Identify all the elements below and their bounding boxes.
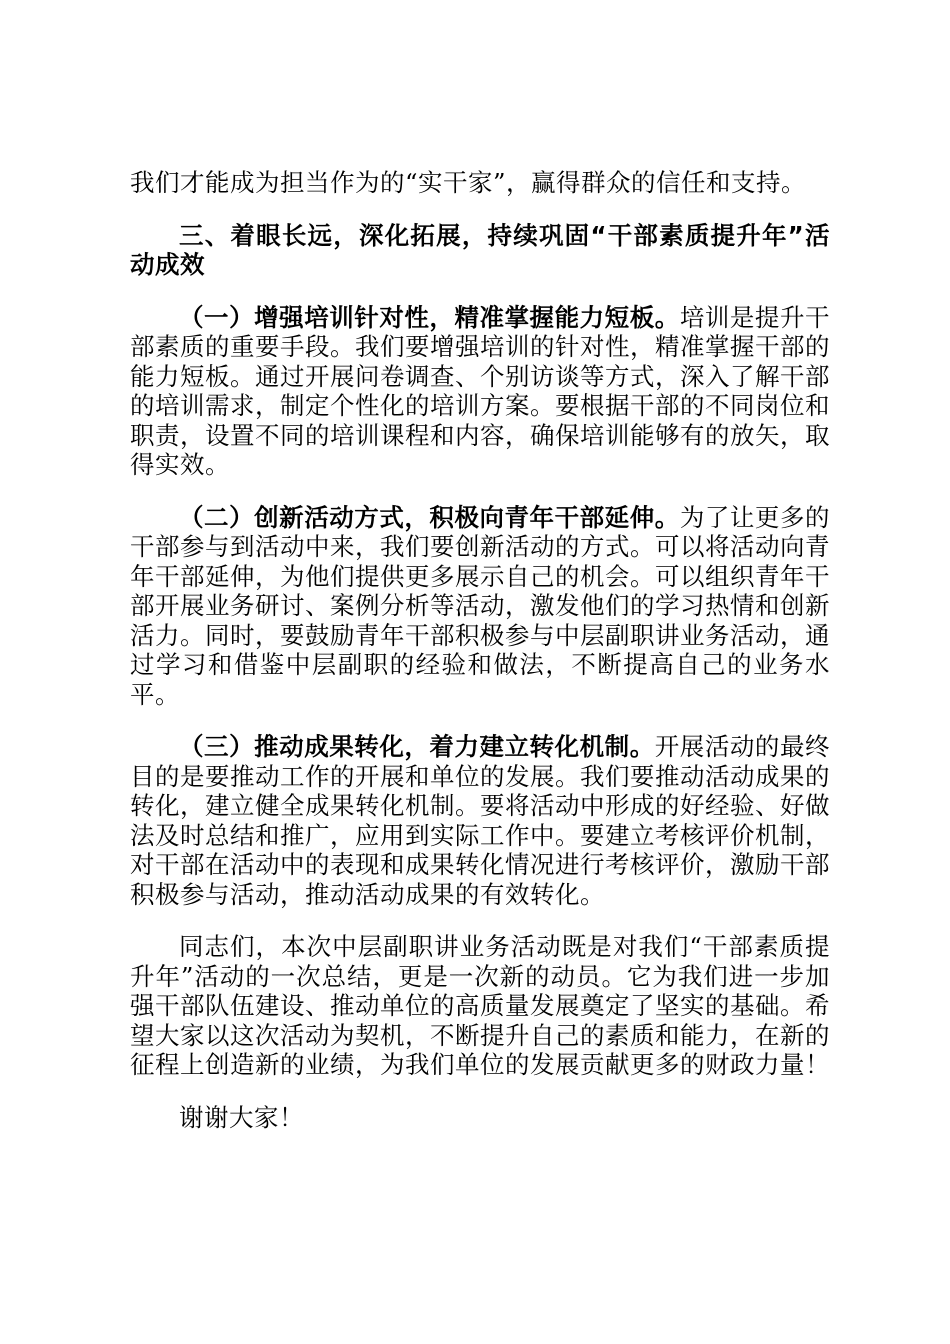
closing-paragraph: 同志们，本次中层副职讲业务活动既是对我们“干部素质提升年”活动的一次总结，更是一次新的动员。它为我们进一步加强干部队伍建设、推动单位的高质量发展奠定了坚实的基础。希望大家以这次活动为契机，不断提升自己的素质和能力，在新的征程上创造新的业绩，为我们单位的发展贡献更多的财政力量！ (130, 932, 830, 1079)
continuation-paragraph: 我们才能成为担当作为的“实干家”，赢得群众的信任和支持。 (130, 168, 807, 197)
thanks-line: 谢谢大家！ (179, 1102, 304, 1132)
item-body-1: 培训是提升干部素质的重要手段。我们要增强培训的针对性，精准掌握干部的能力短板。通过开展问卷调查、个别访谈等方式，深入了解干部的培训需求，制定个性化的培训方案。要根据干部的不同岗位和职责，设置不同的培训课程和内容，确保培训能够有的放矢，取得实效。 (130, 302, 831, 479)
item-paragraph-1 (130, 303, 830, 480)
item-body-3: 开展活动的最终目的是要推动工作的开展和单位的发展。我们要推动活动成果的转化，建立健全成果转化机制。要将活动中形成的好经验、好做法及时总结和推广，应用到实际工作中。要建立考核评价机制，对干部在活动中的表现和成果转化情况进行考核评价，激励干部积极参与活动，推动活动成果的有效转化。 (130, 732, 831, 909)
item-paragraph-3 (130, 732, 830, 909)
section-heading: 三、着眼长远，深化拓展，持续巩固“干部素质提升年”活动成效 (130, 220, 830, 279)
item-paragraph-2 (130, 503, 830, 710)
item-lead-1: （一）增强培训针对性，精准掌握能力短板。 (179, 302, 680, 332)
item-body-2: 为了让更多的干部参与到活动中来，我们要创新活动的方式。可以将活动向青年干部延伸，为他们提供更多展示自己的机会。可以组织青年干部开展业务研讨、案例分析等活动，激发他们的学习热情和创新活力。同时，要鼓励青年干部积极参与中层副职讲业务活动，通过学习和借鉴中层副职的经验和做法，不断提高自己的业务水平。 (130, 502, 831, 709)
item-lead-2: （二）创新活动方式，积极向青年干部延伸。 (179, 502, 680, 532)
document-page (130, 168, 830, 1132)
item-lead-3: （三）推动成果转化，着力建立转化机制。 (179, 732, 655, 761)
